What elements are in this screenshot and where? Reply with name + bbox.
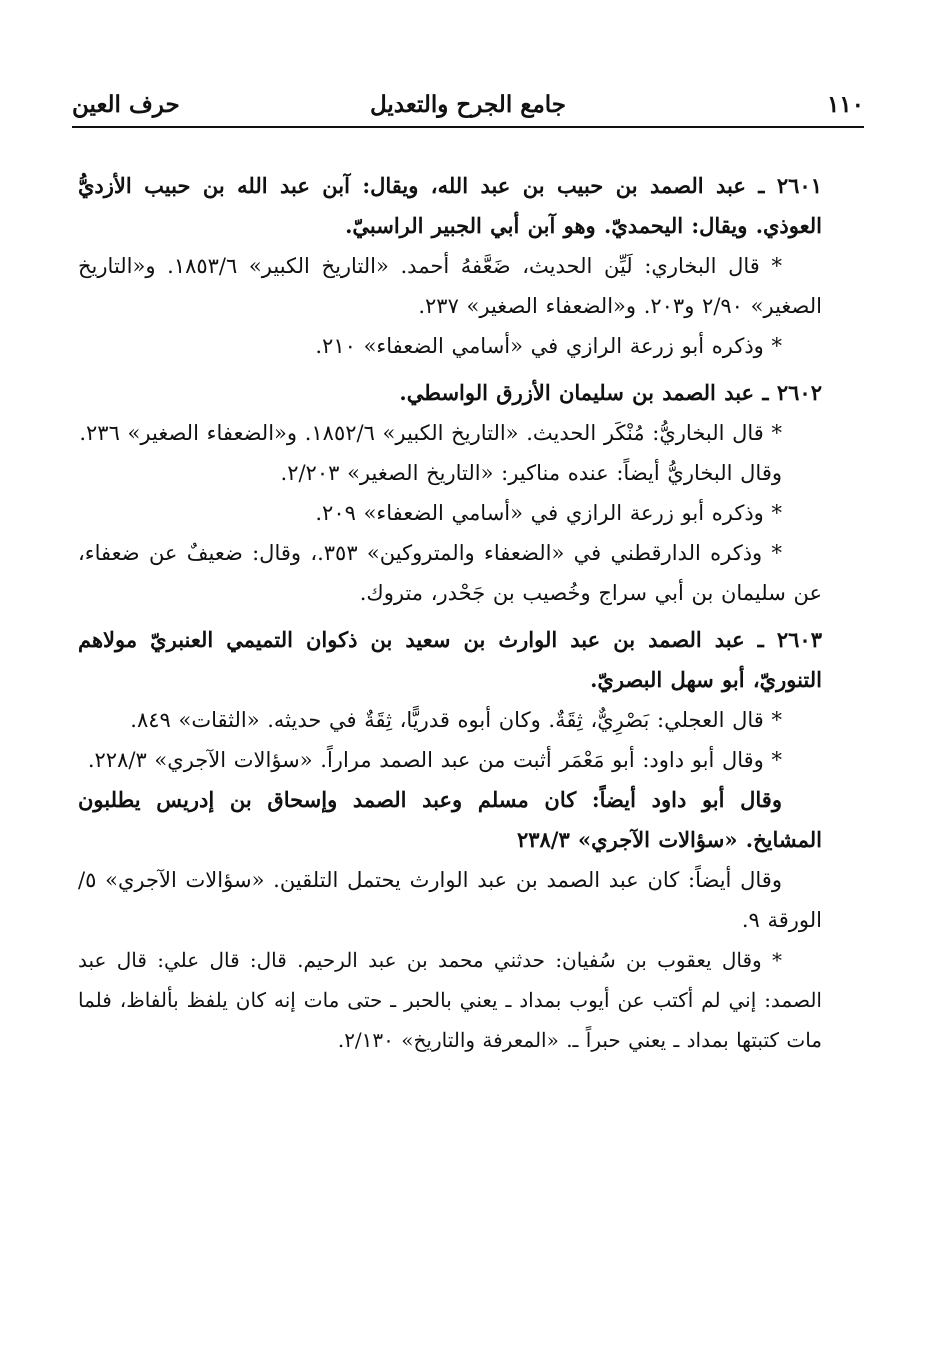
paragraph: * قال البخاري: لَيِّن الحديث، ضَعَّفهُ أحمد. «التاريخ الكبير» ١٨٥٣/٦. و«التاريخ الصغير» ٢/٩٠ و٢٠٣. و«الضعفاء الصغير» ٢٣٧. (78, 254, 822, 318)
paragraph: وقال أبو داود أيضاً: كان مسلم وعبد الصمد وإسحاق بن إدريس يطلبون المشايخ. «سؤالات الآجري» ٢٣٨/٣ (78, 787, 822, 852)
paragraph: * وذكره أبو زرعة الرازي في «أسامي الضعفاء» ٢١٠. (315, 334, 782, 358)
page-number: ١١٠ (826, 91, 864, 118)
paragraph: * قال العجلي: بَصْرِيٌّ، ثِقَةٌ. وكان أبوه قدريًّا، ثِقَةٌ في حديثه. «الثقات» ٨٤٩. (130, 708, 782, 732)
paragraph: * قال البخاريُّ: مُنْكَر الحديث. «التاريخ الكبير» ١٨٥٢/٦. و«الضعفاء الصغير» ٢٣٦. (79, 421, 782, 445)
running-header (72, 86, 864, 128)
paragraph: * وقال يعقوب بن سُفيان: حدثني محمد بن عبد الرحيم. قال: قال علي: قال عبد الصمد: إني لم أكتب عن أيوب بمداد ـ يعني بالحبر ـ حتى مات إنه كان يلفظ بألفاظ، فلما مات كتبتها بمداد ـ يعني حبراً ـ. «المعرفة والتاريخ» ٢/١٣٠. (78, 948, 822, 1052)
page-body (78, 166, 822, 1060)
chapter-title: حرف العين (72, 91, 180, 118)
paragraph: وقال أيضاً: كان عبد الصمد بن عبد الوارث يحتمل التلقين. «سؤالات الآجري» ٥/ الورقة ٩. (78, 868, 822, 932)
entry-heading-2602: ٢٦٠٢ ـ عبد الصمد بن سليمان الأزرق الواسطي. (399, 380, 822, 405)
paragraph: * وقال أبو داود: أبو مَعْمَر أثبت من عبد الصمد مراراً. «سؤالات الآجري» ٢٢٨/٣. (87, 748, 782, 772)
entry-heading-2601: ٢٦٠١ ـ عبد الصمد بن حبيب بن عبد الله، ويقال: آبن عبد الله بن حبيب الأزديُّ العوذي. ويقال: اليحمديّ. وهو آبن أبي الجبير الراسبيّ. (78, 173, 822, 238)
entry-heading-2603: ٢٦٠٣ ـ عبد الصمد بن عبد الوارث بن سعيد بن ذكوان التميمي العنبريّ مولاهم التنوريّ، أبو سهل البصريّ. (78, 627, 822, 692)
paragraph: * وذكره أبو زرعة الرازي في «أسامي الضعفاء» ٢٠٩. (315, 501, 782, 525)
paragraph: * وذكره الدارقطني في «الضعفاء والمتروكين» ٣٥٣.، وقال: ضعيفٌ عن ضعفاء، عن سليمان بن أبي سراج وخُصيب بن جَحْدر، متروك. (78, 541, 822, 605)
book-title: جامع الجرح والتعديل (369, 91, 567, 118)
paragraph: وقال البخاريُّ أيضاً: عنده مناكير: «التاريخ الصغير» ٢/٢٠٣. (280, 461, 782, 485)
